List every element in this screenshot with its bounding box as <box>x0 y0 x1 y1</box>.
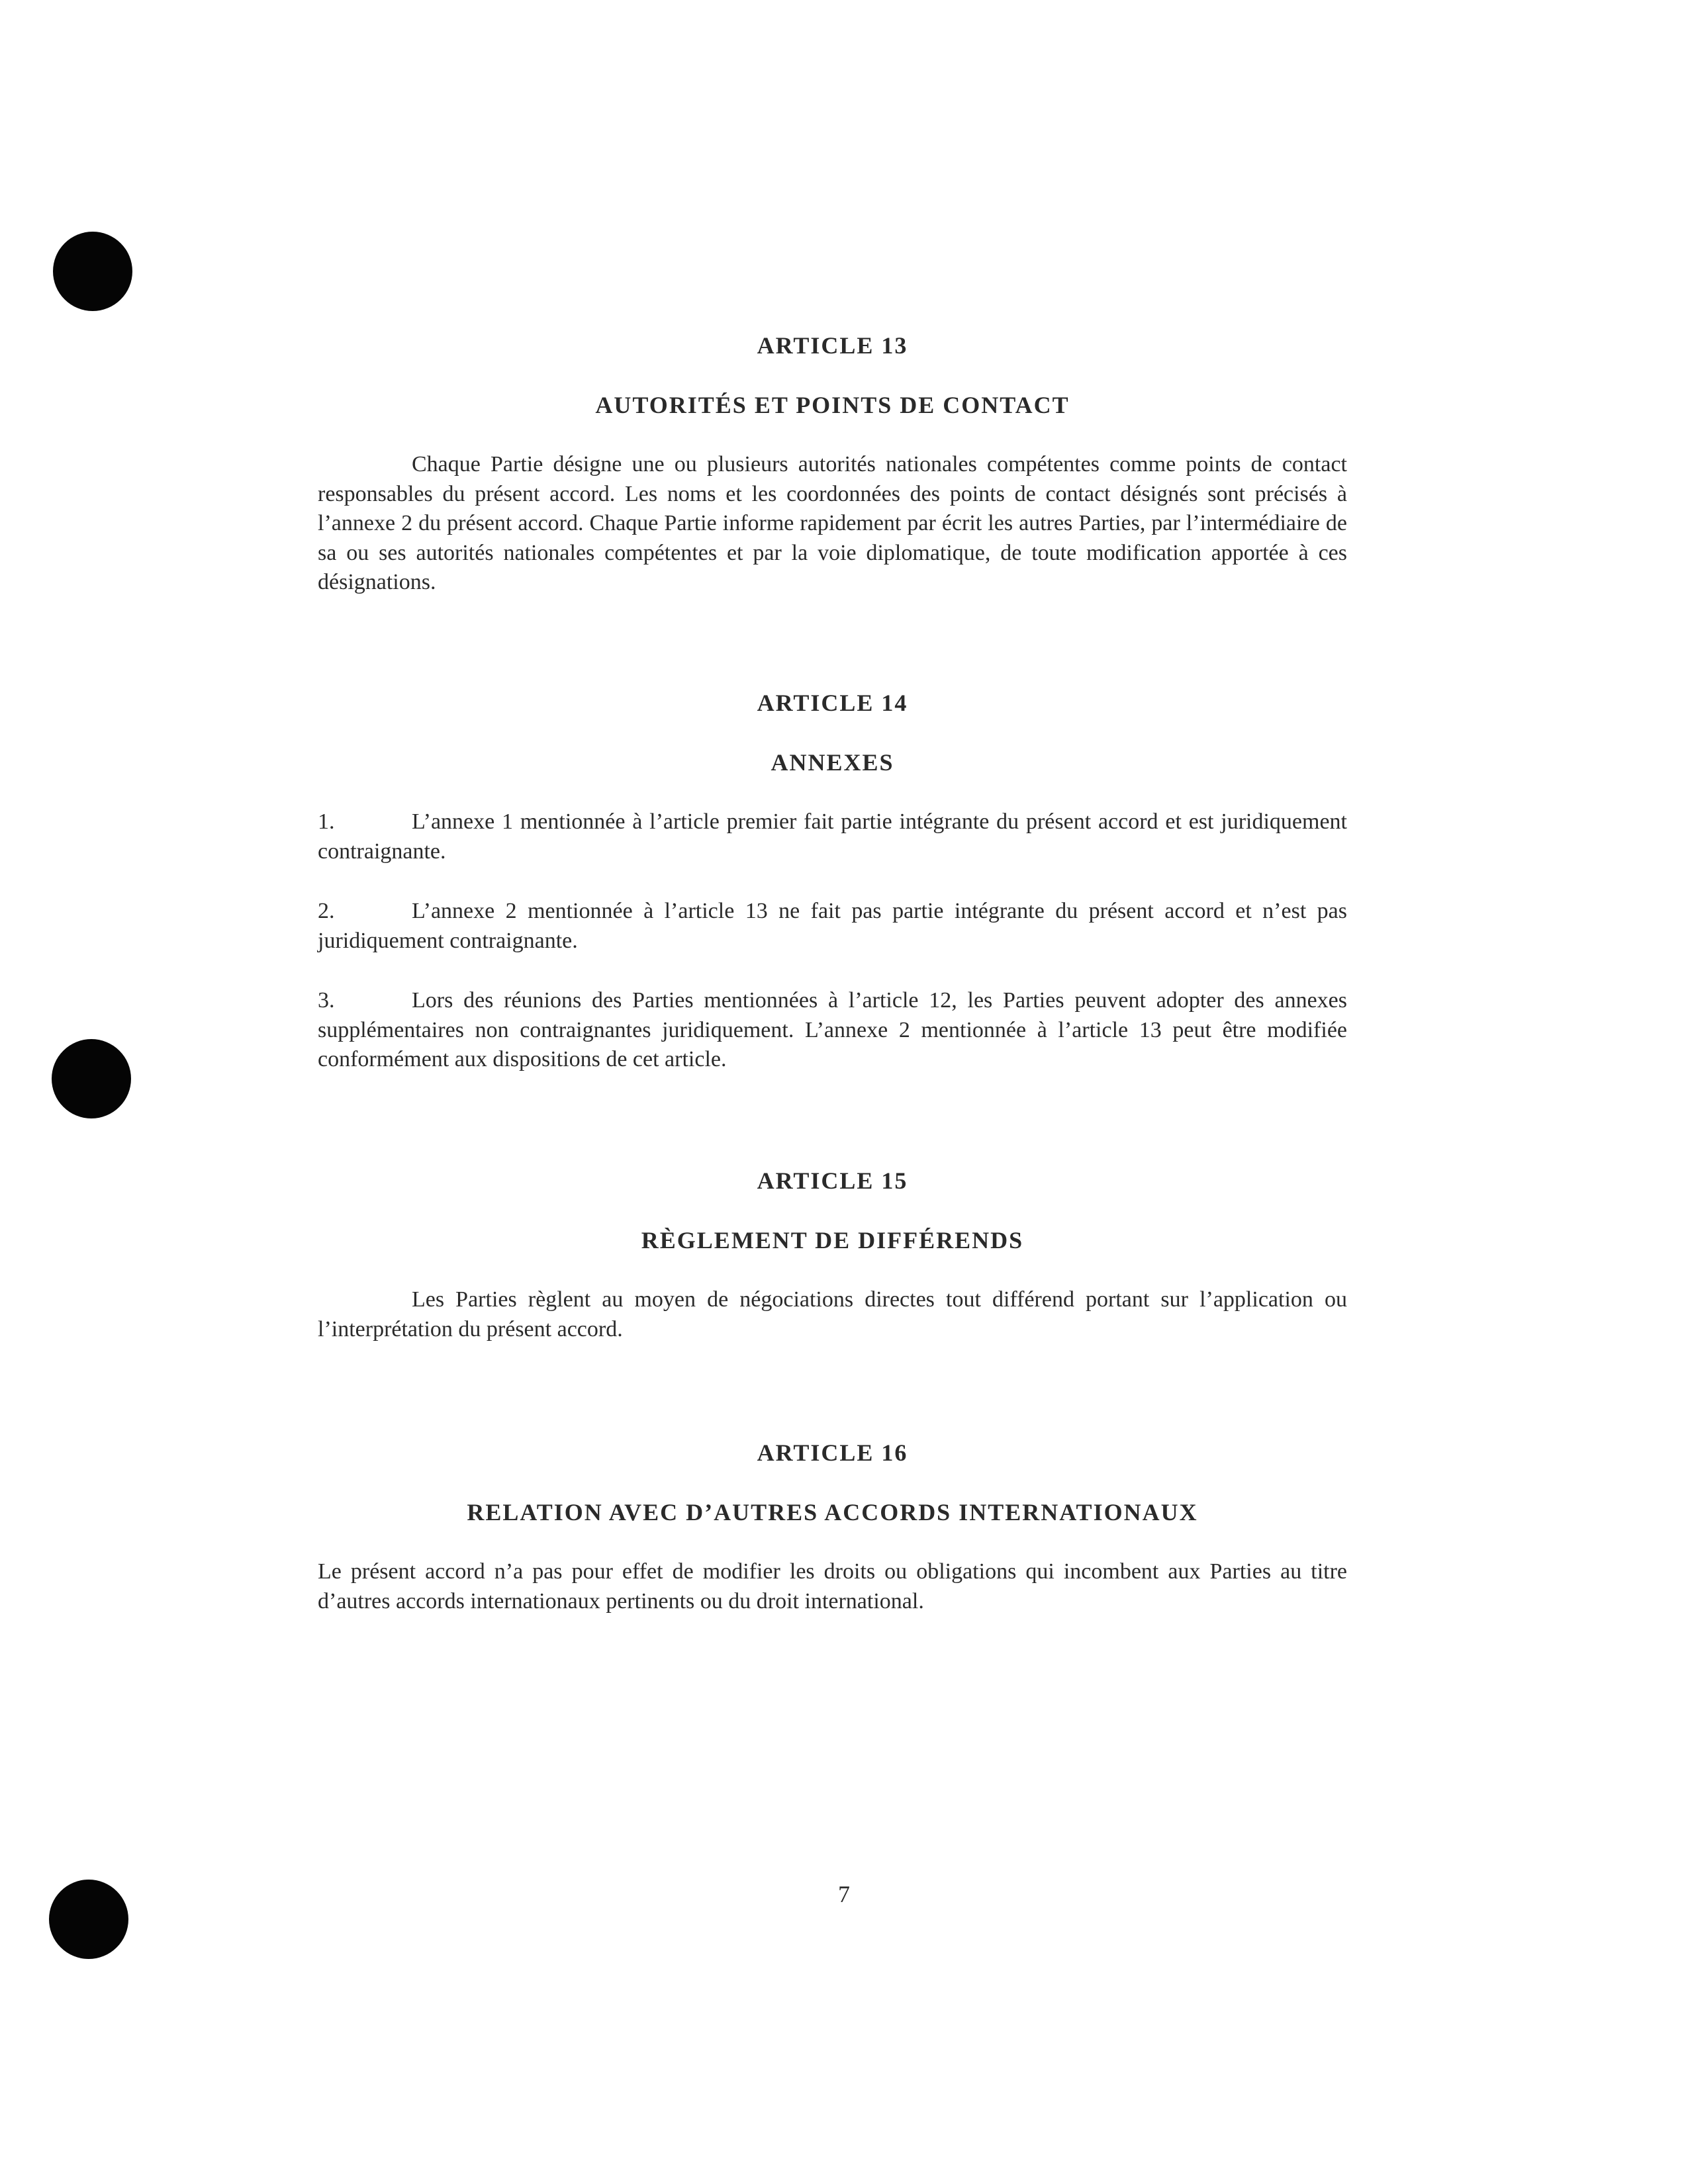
article-13 <box>318 331 1347 598</box>
article-title: ANNEXES <box>771 749 894 776</box>
paragraph-text: Lors des réunions des Parties mentionnées à l’article 12, les Parties peuvent adopter des annexes supplémentaires non contraignantes juridiquement. L’annexe 2 mentionnée à l’article 13 peut être modifiée conformément aux dispositions de cet article. <box>318 988 1347 1071</box>
punch-hole <box>53 232 132 311</box>
article-paragraph: Chaque Partie désigne une ou plusieurs autorités nationales compétentes comme points de contact responsables du présent accord. Les noms et les coordonnées des points de contact désignés sont précisés à l’annexe 2 du présent accord. Chaque Partie informe rapidement par écrit les autres Parties, par l’intermédiaire de sa ou ses autorités nationales compétentes et par la voie diplomatique, de toute modification apportée à ces désignations. <box>318 452 1347 594</box>
article-title: RÈGLEMENT DE DIFFÉRENDS <box>641 1227 1024 1253</box>
punch-hole <box>52 1039 131 1118</box>
numbered-paragraph <box>318 986 1347 1075</box>
article-title: RELATION AVEC D’AUTRES ACCORDS INTERNATIONAUX <box>467 1499 1198 1525</box>
numbered-paragraph <box>318 897 1347 956</box>
paragraph-text: L’annexe 1 mentionnée à l’article premier fait partie intégrante du présent accord et est juridiquement contraignante. <box>318 809 1347 864</box>
paragraph-text: L’annexe 2 mentionnée à l’article 13 ne fait pas partie intégrante du présent accord et n’est pas juridiquement contraignante. <box>318 899 1347 953</box>
article-number: ARTICLE 16 <box>757 1439 908 1466</box>
article-15 <box>318 1166 1347 1344</box>
paragraph-number: 2. <box>318 899 335 923</box>
article-title: AUTORITÉS ET POINTS DE CONTACT <box>595 392 1070 418</box>
paragraph-number: 3. <box>318 988 335 1013</box>
numbered-paragraph <box>318 807 1347 866</box>
article-paragraph: Les Parties règlent au moyen de négociations directes tout différend portant sur l’application ou l’interprétation du présent accord. <box>318 1287 1347 1342</box>
article-number: ARTICLE 14 <box>757 690 908 716</box>
article-number: ARTICLE 15 <box>757 1167 908 1194</box>
article-paragraph: Le présent accord n’a pas pour effet de modifier les droits ou obligations qui incombent aux Parties au titre d’autres accords internationaux pertinents ou du droit international. <box>318 1559 1347 1614</box>
page-number: 7 <box>838 1881 850 1907</box>
paragraph-number: 1. <box>318 809 335 834</box>
article-14 <box>318 688 1347 1075</box>
article-number: ARTICLE 13 <box>757 332 908 359</box>
article-16 <box>318 1438 1347 1616</box>
